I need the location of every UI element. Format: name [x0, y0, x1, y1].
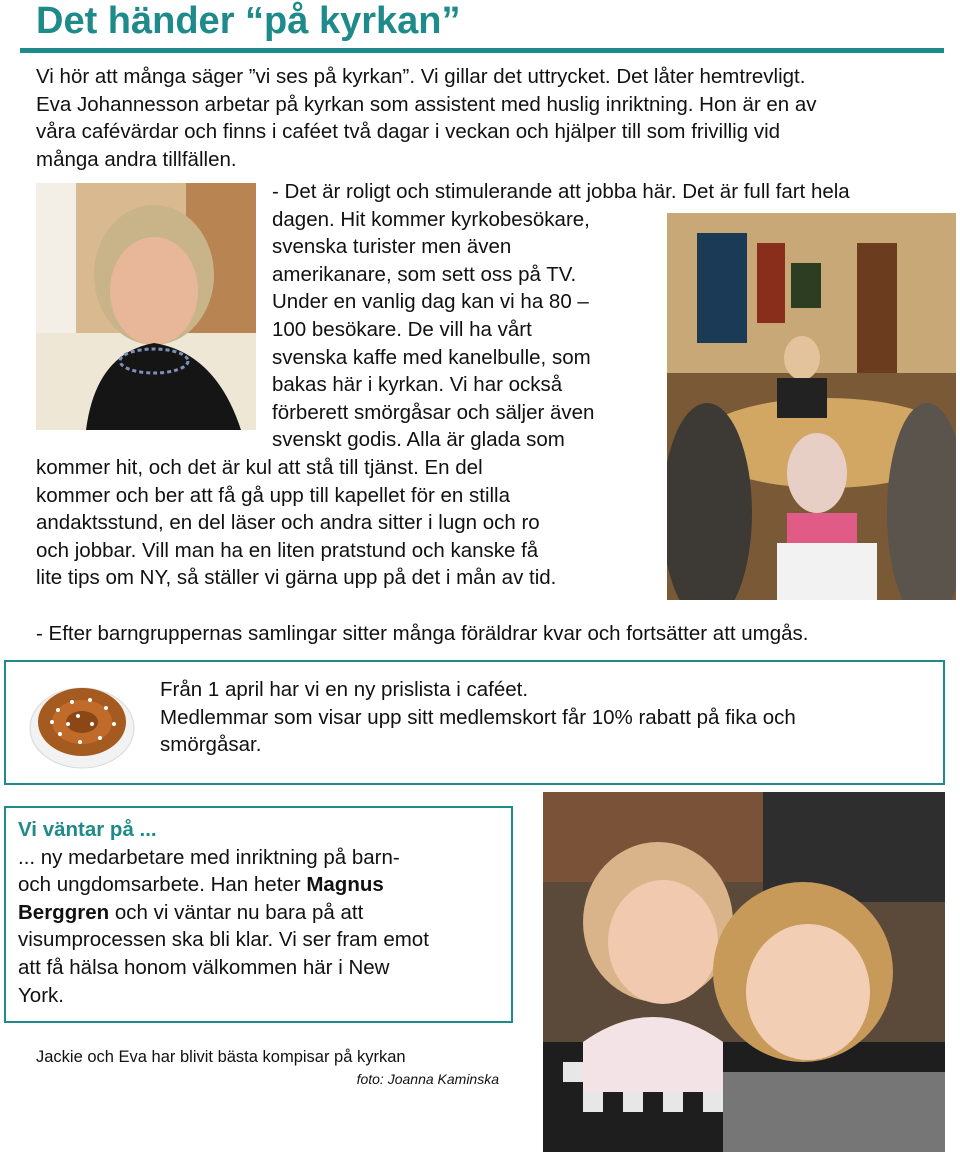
quote-line: svenskt godis. Alla är glada som [272, 428, 565, 452]
waiting-text [18, 816, 429, 1009]
waiting-line [18, 899, 429, 927]
new-staff-last-name: Berggren [18, 900, 110, 924]
quote-line: kommer hit, och det är kul att stå till tjänst. En del [36, 456, 483, 479]
waiting-heading: Vi väntar på ... [18, 818, 157, 841]
quote-line: bakas här i kyrkan. Vi har också [272, 373, 563, 397]
new-staff-first-name: Magnus [306, 873, 384, 897]
title-divider [20, 48, 944, 53]
quote-line: andaktsstund, en del läser och andra sitter i lugn och ro [36, 511, 540, 535]
cinnamon-bun-image [28, 676, 136, 772]
photo-caption: Jackie och Eva har blivit bästa kompisar på kyrkan [36, 1048, 406, 1066]
quote-line: amerikanare, som sett oss på TV. [272, 262, 577, 286]
quote-line: Under en vanlig dag kan vi ha 80 – [272, 290, 589, 314]
waiting-box [4, 806, 513, 1023]
quote-line: - Det är roligt och stimulerande att jobba här. Det är full fart hela [272, 180, 850, 203]
price-text [160, 676, 796, 759]
waiting-line [18, 871, 429, 899]
intro-line: Eva Johannesson arbetar på kyrkan som assistent med huslig inriktning. Hon är en av [36, 92, 817, 116]
waiting-line: visumprocessen ska bli klar. Vi ser fram emot [18, 928, 429, 952]
quote-line: 100 besökare. De vill ha vårt [272, 317, 532, 341]
waiting-line-text: och vi väntar nu bara på att [109, 900, 364, 924]
intro-line: Vi hör att många säger ”vi ses på kyrkan”. Vi gillar det uttrycket. Det låter hemtrevligt. [36, 65, 806, 88]
intro-line: våra cafévärdar och finns i caféet två dagar i veckan och hjälper till som frivillig vid [36, 120, 781, 144]
price-line: Från 1 april har vi en ny prislista i caféet. [160, 678, 529, 701]
waiting-line-text: och ungdomsarbete. Han heter [18, 873, 307, 897]
price-line: smörgåsar. [160, 733, 262, 757]
article-title: Det händer “på kyrkan” [36, 0, 461, 42]
quote-line: svenska kaffe med kanelbulle, som [272, 345, 591, 369]
intro-line: många andra tillfällen. [36, 147, 237, 171]
intro-paragraph [36, 63, 817, 173]
closing-paragraph: - Efter barngruppernas samlingar sitter många föräldrar kvar och fortsätter att umgås. [36, 622, 809, 645]
quote-line: kommer och ber att få gå upp till kapellet för en stilla [36, 483, 511, 507]
quote-line: svenska turister men även [272, 235, 512, 259]
quote-paragraph-wide [36, 454, 556, 592]
quote-line: dagen. Hit kommer kyrkobesökare, [272, 207, 590, 231]
quote-line: förberett smörgåsar och säljer även [272, 400, 595, 424]
price-info-box [4, 660, 945, 785]
girls-photo [543, 792, 945, 1152]
waiting-line: att få hälsa honom välkommen här i New [18, 955, 390, 979]
quote-line: och jobbar. Vill man ha en liten pratstund och kanske få [36, 538, 539, 562]
eva-portrait-photo [36, 183, 256, 430]
cafe-photo [667, 213, 956, 600]
waiting-line: York. [18, 983, 64, 1007]
photo-credit: foto: Joanna Kaminska [356, 1071, 499, 1087]
price-line: Medlemmar som visar upp sitt medlemskort får 10% rabatt på fika och [160, 705, 796, 729]
quote-line: lite tips om NY, så ställer vi gärna upp på det i mån av tid. [36, 566, 557, 590]
waiting-line: ... ny medarbetare med inriktning på barn- [18, 845, 400, 869]
